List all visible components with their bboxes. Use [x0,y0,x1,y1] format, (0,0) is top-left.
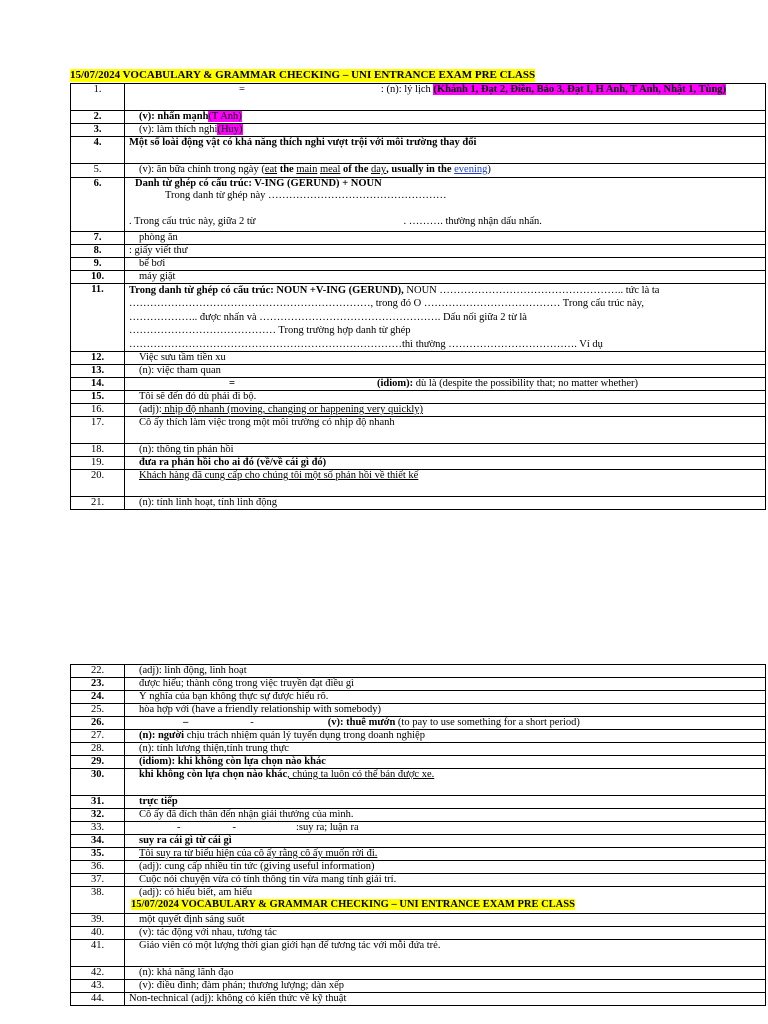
table-row: 34. suy ra cái gì từ cái gì [71,835,766,848]
table-row: 26. – - (v): thuê mướn (to pay to use something for a short period) [71,717,766,730]
table-row: 8. : giấy viết thư [71,245,766,258]
table-row: 44. Non-technical (adj): không có kiến thức về kỹ thuật [71,993,766,1006]
table-row: 4. Một số loài động vật có khả năng thích nghi vượt trội với môi trường thay đổi [71,137,766,164]
table-row: 6. Danh từ ghép có cấu trúc: V-ING (GERUND) + NOUN Trong danh từ ghép này …………………………………………… . Trong cấu trúc này, giữa 2 từ . ………. thường nhận dấu nhấn. [71,178,766,232]
table-row: 39. một quyết định sáng suốt [71,914,766,927]
table-row: 9. bể bơi [71,258,766,271]
table-row: 32. Cô ấy đã đích thân đến nhận giải thưởng của mình. [71,809,766,822]
table-row: 41. Giáo viên có một lượng thời gian giới hạn để tương tác với mỗi đứa trẻ. [71,940,766,967]
table-row: 14. = (idiom): dù là (despite the possibility that; no matter whether) [71,378,766,391]
row-content: = : (n): lý lịch (Khánh 1, Đạt 2, Điền, Bảo 3, Đạt I, H Anh, T Anh, Nhật 1, Tùng) [125,84,766,111]
table-row [71,84,766,111]
table-row: 17. Cô ấy thích làm việc trong một môi trường có nhịp độ nhanh [71,417,766,444]
table-row: 19. đưa ra phản hồi cho ai đó (về/về cái gì đó) [71,457,766,470]
evening-link[interactable]: evening [454,164,488,175]
repeated-title: 15/07/2024 VOCABULARY & GRAMMAR CHECKING – UNI ENTRANCE EXAM PRE CLASS [131,899,575,910]
table-row: 28. (n): tính lương thiện,tính trung thực [71,743,766,756]
table-row: 16. (adj): nhịp độ nhanh (moving, changing or happening very quickly) [71,404,766,417]
table-row: 22. (adj): linh động, linh hoạt [71,665,766,678]
vocabulary-table-2 [70,664,766,1006]
table-row: 25. hòa hợp với (have a friendly relationship with somebody) [71,704,766,717]
table-row: 43. (v): điều đình; đàm phán; thương lượng; dàn xếp [71,980,766,993]
table-row: 37. Cuộc nói chuyện vừa có tính thông tin vừa mang tính giải trí. [71,874,766,887]
document-title: 15/07/2024 VOCABULARY & GRAMMAR CHECKING – UNI ENTRANCE EXAM PRE CLASS [70,69,536,81]
table-row: 20. Khách hàng đã cung cấp cho chúng tôi một số phản hồi về thiết kế [71,470,766,497]
table-row: 11. Trong danh từ ghép có cấu trúc: NOUN +V-ING (GERUND), NOUN …………………………………………….. tức là ta ……………………………………………………………, trong đó O ………………………………… Trong cấu trúc này, ……………….. được nhấn và ……………………………………………. Dấu nối giữa 2 từ là …………………………………… Trong trường hợp danh từ ghép ……………………………………………………………………thì thường ………………………………. Ví dụ [71,284,766,352]
student-tag: (Huy) [217,124,243,135]
table-row: 38. (adj): có hiểu biết, am hiểu 15/07/2024 VOCABULARY & GRAMMAR CHECKING – UNI ENTRANCE EXAM PRE CLASS [71,887,766,914]
table-row: 5. (v): ăn bữa chính trong ngày (eat the main meal of the day, usually in the evening) [71,164,766,178]
table-row: 18. (n): thông tin phản hồi [71,444,766,457]
table-row: 40. (v): tác động với nhau, tương tác [71,927,766,940]
table-row: 21. (n): tính linh hoạt, tính linh động [71,497,766,510]
table-row: 12. Việc sưu tầm tiền xu [71,352,766,365]
student-tag: (T Anh) [208,111,242,122]
table-row: 13. (n): việc tham quan [71,365,766,378]
table-row: 35. Tôi suy ra từ biểu hiện của cô ấy rằng cô ấy muốn rời đi. [71,848,766,861]
table-row: 29. (idiom): khi không còn lựa chọn nào khác [71,756,766,769]
row-number: 1. [71,84,125,111]
table-row: 3. (v): làm thích nghi(Huy) [71,124,766,137]
table-row: 2. (v): nhấn mạnh(T Anh) [71,111,766,124]
table-row: 7. phòng ăn [71,232,766,245]
student-tag: (Khánh 1, Đạt 2, Điền, Bảo 3, Đạt I, H Anh, T Anh, Nhật 1, Tùng) [433,84,727,95]
table-row: 36. (adj): cung cấp nhiều tin tức (giving useful information) [71,861,766,874]
table-row: 15. Tôi sẽ đến đó dù phải đi bộ. [71,391,766,404]
vocabulary-table-1 [70,83,766,510]
table-row: 24. Ý nghĩa của bạn không thực sự được hiểu rõ. [71,691,766,704]
table-row: 33. - - :suy ra; luận ra [71,822,766,835]
table-row: 27. (n): người chịu trách nhiệm quản lý tuyển dụng trong doanh nghiệp [71,730,766,743]
table-row: 30. khi không còn lựa chọn nào khác, chúng ta luôn có thể bán được xe. [71,769,766,796]
table-row: 31. trực tiếp [71,796,766,809]
table-row: 42. (n): khả năng lãnh đạo [71,967,766,980]
table-row: 23. được hiểu; thành công trong việc truyền đạt điều gì [71,678,766,691]
table-row: 10. máy giặt [71,271,766,284]
